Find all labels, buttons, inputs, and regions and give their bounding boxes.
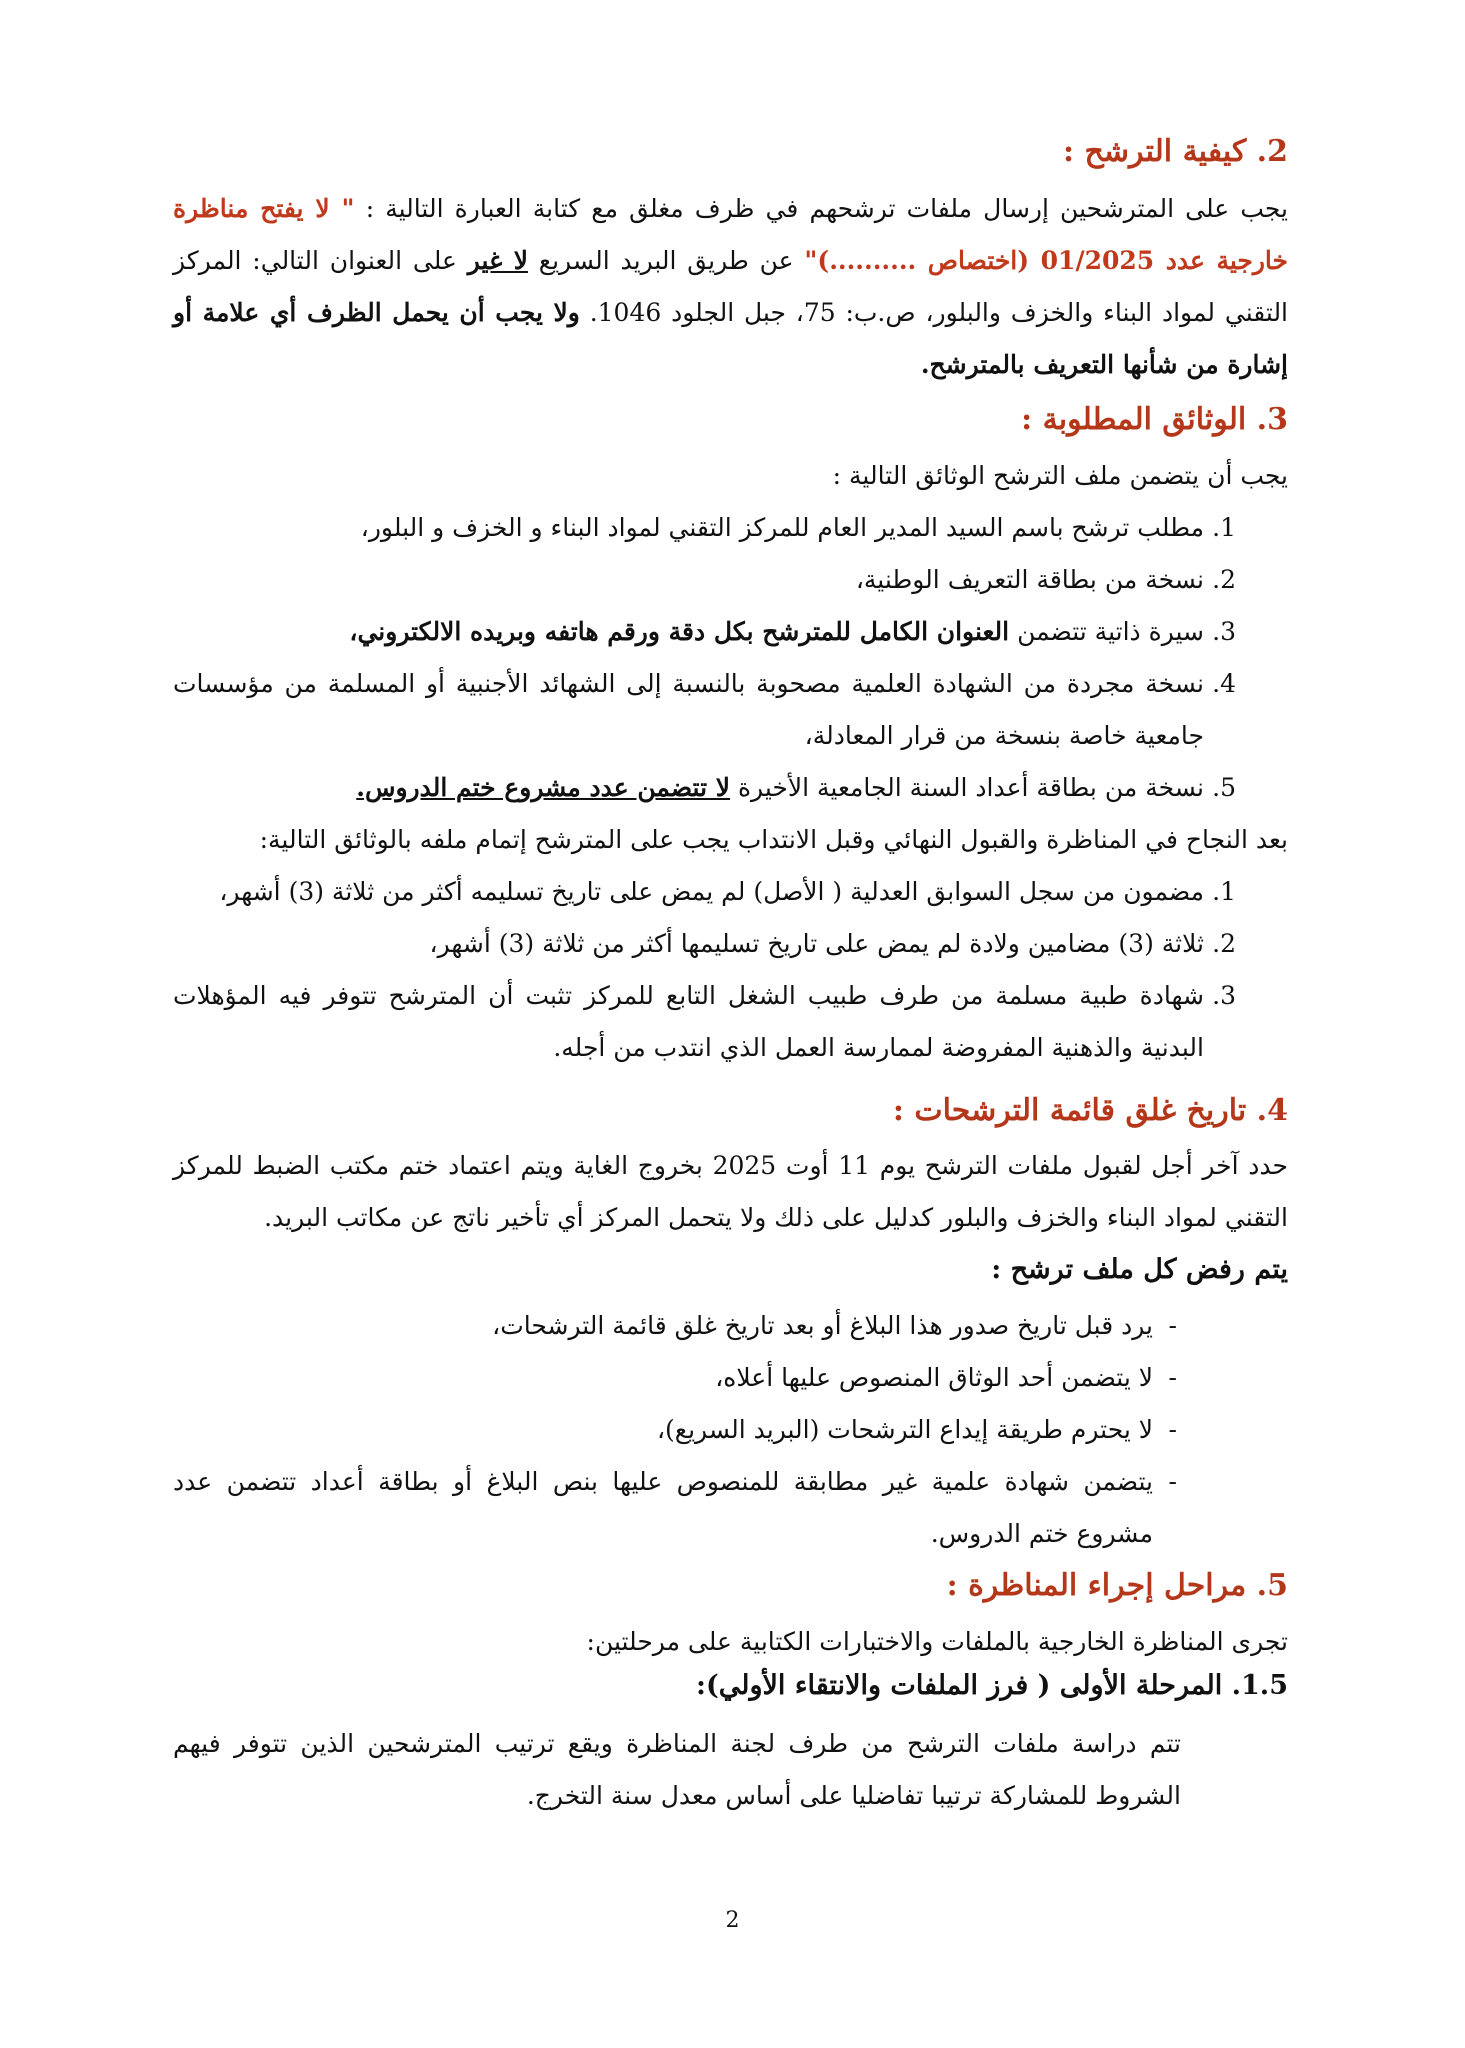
list-item-number: 3.: [1212, 981, 1236, 1010]
list-item-text: نسخة من بطاقة أعداد السنة الجامعية الأخيرة: [730, 773, 1204, 802]
list-item-number: 2.: [1212, 565, 1236, 594]
rejection-title: يتم رفض كل ملف ترشح :: [991, 1254, 1288, 1285]
section-5-1-heading: 1.5. المرحلة الأولى ( فرز الملفات والانتقاء الأولي):: [696, 1670, 1288, 1701]
list-item-text: نسخة مجردة من الشهادة العلمية مصحوبة بالنسبة إلى الشهائد الأجنبية أو المسلمة من مؤسسات جامعية خاصة بنسخة من قرار المعادلة،: [173, 669, 1204, 750]
section-5-intro: تجرى المناظرة الخارجية بالملفات والاختبارات الكتابية على مرحلتين:: [586, 1627, 1288, 1656]
list-item-text-bold: العنوان الكامل للمترشح بكل دقة ورقم هاتفه وبريده الالكتروني،: [349, 617, 1010, 646]
section-4-heading: 4. تاريخ غلق قائمة الترشحات :: [892, 1093, 1288, 1128]
list-item-text: مضمون من سجل السوابق العدلية ( الأصل) لم يمض على تاريخ تسليمه أكثر من ثلاثة (3) أشهر،: [219, 877, 1204, 906]
section-2-address: على العنوان التالي: المركز التقني لمواد البناء والخزف والبلور، ص.ب: 75، جبل الجلود 1046.: [173, 246, 1289, 327]
list-item-dash: -: [1168, 1467, 1177, 1496]
page-number: 2: [725, 1908, 740, 1933]
list-item-text: ثلاثة (3) مضامين ولادة لم يمض على تاريخ تسليمها أكثر من ثلاثة (3) أشهر،: [429, 929, 1204, 958]
list-item-text: نسخة من بطاقة التعريف الوطنية،: [855, 565, 1204, 594]
required-documents-list: [173, 502, 1236, 814]
section-2-text-a: يجب على المترشحين إرسال ملفات ترشحهم في ظرف مغلق مع كتابة العبارة التالية :: [354, 194, 1288, 223]
section-5-1-paragraph: تتم دراسة ملفات الترشح من طرف لجنة المناظرة ويقع ترتيب المترشحين الذين تتوفر فيهم الشروط للمشاركة ترتيبا تفاضليا على أساس معدل سنة التخرج.: [173, 1729, 1181, 1810]
list-item-text-underlined: لا تتضمن عدد مشروع ختم الدروس.: [356, 773, 731, 802]
section-4-paragraph: حدد آخر أجل لقبول ملفات الترشح يوم 11 أوت 2025 بخروج الغاية ويتم اعتماد ختم مكتب الضبط للمركز التقني لمواد البناء والخزف والبلور كدليل على ذلك ولا يتحمل المركز أي تأخير ناتج عن مكاتب البريد.: [173, 1151, 1288, 1232]
section-2-paragraph: [173, 183, 1288, 391]
list-item: [173, 1352, 1177, 1404]
list-item-number: 5.: [1212, 773, 1236, 802]
section-2-heading: 2. كيفية الترشح :: [1063, 134, 1288, 169]
list-item: [173, 502, 1236, 554]
list-item-number: 1.: [1212, 513, 1236, 542]
rejection-list: [173, 1300, 1177, 1560]
section-2-text-b: عن طريق البريد السريع: [527, 246, 805, 275]
list-item-text: يتضمن شهادة علمية غير مطابقة للمنصوص عليها بنص البلاغ أو بطاقة أعداد تتضمن عدد مشروع ختم الدروس.: [173, 1467, 1153, 1548]
section-2-envelope-phrase: " لا يفتح مناظرة خارجية عدد 01/2025 (اختصاص ..........)": [173, 194, 1289, 275]
list-item-text: لا يحترم طريقة إيداع الترشحات (البريد السريع)،: [656, 1415, 1153, 1444]
section-3-after-intro: بعد النجاح في المناظرة والقبول النهائي وقبل الانتداب يجب على المترشح إتمام ملفه بالوثائق التالية:: [259, 825, 1288, 854]
section-3-heading: 3. الوثائق المطلوبة :: [1021, 402, 1288, 437]
section-2-warning: ولا يجب أن يحمل الظرف أي علامة أو إشارة من شأنها التعريف بالمترشح.: [173, 298, 1288, 379]
post-success-documents-list: [173, 866, 1236, 1074]
list-item: [173, 762, 1236, 814]
list-item: [173, 866, 1236, 918]
list-item-dash: -: [1168, 1415, 1177, 1444]
list-item-text: شهادة طبية مسلمة من طرف طبيب الشغل التابع للمركز تثبت أن المترشح تتوفر فيه المؤهلات البدنية والذهنية المفروضة لممارسة العمل الذي انتدب من أجله.: [173, 981, 1204, 1062]
list-item: [173, 970, 1236, 1074]
list-item: [173, 658, 1236, 762]
list-item-dash: -: [1168, 1311, 1177, 1340]
section-2-only-underlined: لا غير: [467, 246, 528, 275]
list-item-number: 3.: [1212, 617, 1236, 646]
list-item-text: يرد قبل تاريخ صدور هذا البلاغ أو بعد تاريخ غلق قائمة الترشحات،: [492, 1311, 1153, 1340]
list-item: [173, 606, 1236, 658]
section-3-intro: يجب أن يتضمن ملف الترشح الوثائق التالية :: [832, 461, 1288, 490]
list-item: [173, 1300, 1177, 1352]
list-item-text: مطلب ترشح باسم السيد المدير العام للمركز التقني لمواد البناء و الخزف و البلور،: [360, 513, 1204, 542]
list-item: [173, 554, 1236, 606]
list-item-number: 1.: [1212, 877, 1236, 906]
list-item-dash: -: [1168, 1363, 1177, 1392]
section-5-heading: 5. مراحل إجراء المناظرة :: [946, 1568, 1288, 1603]
list-item-text: سيرة ذاتية تتضمن: [1009, 617, 1204, 646]
list-item-number: 4.: [1212, 669, 1236, 698]
list-item: [173, 1404, 1177, 1456]
list-item: [173, 918, 1236, 970]
list-item-number: 2.: [1212, 929, 1236, 958]
list-item-text: لا يتضمن أحد الوثاق المنصوص عليها أعلاه،: [715, 1363, 1153, 1392]
list-item: [173, 1456, 1177, 1560]
